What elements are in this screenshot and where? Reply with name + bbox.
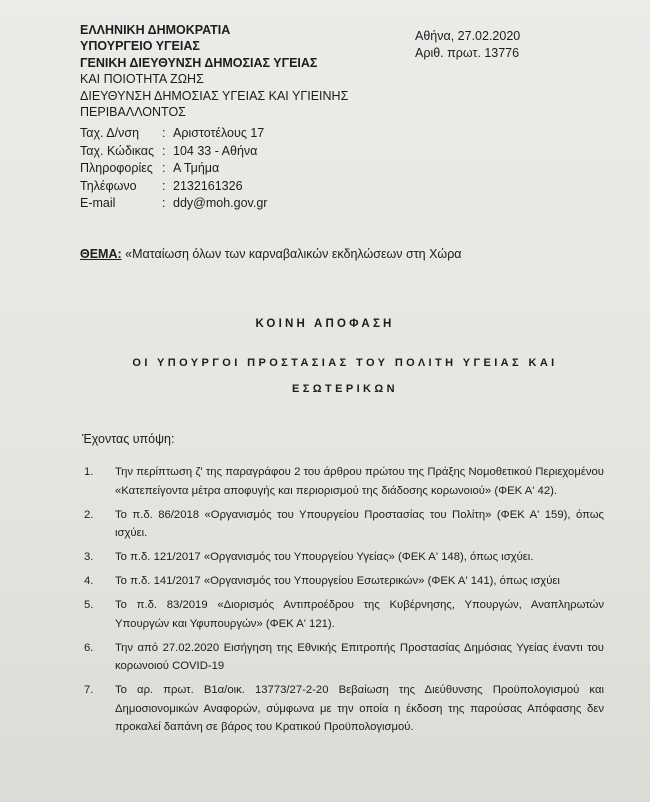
list-item-number: 4. bbox=[84, 575, 94, 587]
list-item-text: Το π.δ. 121/2017 «Οργανισμός του Υπουργείου Υγείας» (ΦΕΚ Α' 148), όπως ισχύει. bbox=[115, 551, 534, 563]
org-line-ministry: ΥΠΟΥΡΓΕΙΟ ΥΓΕΙΑΣ bbox=[80, 39, 200, 54]
list-item-text: Το π.δ. 141/2017 «Οργανισμός του Υπουργείου Εσωτερικών» (ΦΕΚ Α' 141), όπως ισχύει bbox=[115, 575, 560, 587]
contact-label: Τηλέφωνο bbox=[80, 178, 137, 193]
list-item bbox=[84, 463, 604, 500]
list-item-text: Το αρ. πρωτ. Β1α/οικ. 13773/27-2-20 Βεβαίωση της Διεύθυνσης Προϋπολογισμού και Δημοσιονομικών Αναφορών, σύμφωνα με την οποία η έκδοση της παρούσας Απόφασης δεν προκαλεί δαπάνη σε βάρος του Κρατικού Προϋπολογισμού. bbox=[115, 684, 604, 733]
subject-label: ΘΕΜΑ: bbox=[80, 247, 122, 261]
contact-value: Α Τμήμα bbox=[173, 161, 220, 175]
list-item bbox=[84, 681, 604, 737]
contact-label: Ταχ. Κώδικας bbox=[80, 143, 155, 158]
list-item-text: Το π.δ. 83/2019 «Διορισμός Αντιπροέδρου της Κυβέρνησης, Υπουργών, Αναπληρωτών Υπουργών και Υφυπουργών» (ΦΕΚ Α' 121). bbox=[115, 599, 604, 630]
contact-separator: : bbox=[162, 161, 166, 175]
list-item-number: 5. bbox=[84, 599, 94, 611]
contact-separator: : bbox=[162, 126, 166, 140]
contact-value: ddy@moh.gov.gr bbox=[173, 196, 268, 210]
subject-line bbox=[80, 247, 462, 261]
contact-separator: : bbox=[162, 143, 166, 158]
ministers-heading-line2: ΕΣΩΤΕΡΙΚΩΝ bbox=[292, 383, 398, 395]
org-line-environment: ΠΕΡΙΒΑΛΛΟΝΤΟΣ bbox=[80, 105, 186, 120]
org-line-directorate: ΔΙΕΥΘΥΝΣΗ ΔΗΜΟΣΙΑΣ ΥΓΕΙΑΣ ΚΑΙ ΥΓΙΕΙΝΗΣ bbox=[80, 88, 349, 103]
contact-value: 2132161326 bbox=[173, 178, 243, 193]
contact-label: Πληροφορίες bbox=[80, 161, 153, 175]
considerations-intro: Έχοντας υπόψη: bbox=[82, 432, 175, 446]
list-item bbox=[84, 548, 604, 567]
issuing-authority-block bbox=[80, 22, 440, 120]
list-item-number: 6. bbox=[84, 641, 94, 654]
contact-separator: : bbox=[162, 196, 166, 210]
considerations-list bbox=[84, 463, 604, 742]
list-item-text: Το π.δ. 86/2018 «Οργανισμός του Υπουργείου Προστασίας του Πολίτη» (ΦΕΚ Α' 159), όπως ισχύει. bbox=[115, 508, 604, 539]
contact-label: E-mail bbox=[80, 196, 116, 210]
list-item bbox=[84, 506, 604, 543]
list-item bbox=[84, 639, 604, 676]
subject-text: «Ματαίωση όλων των καρναβαλικών εκδηλώσεων στη Χώρα bbox=[125, 247, 462, 261]
list-item-number: 7. bbox=[84, 684, 94, 696]
ministers-heading-line1: ΟΙ ΥΠΟΥΡΓΟΙ ΠΡΟΣΤΑΣΙΑΣ ΤΟΥ ΠΟΛΙΤΗ ΥΓΕΙΑΣ ΚΑΙ bbox=[132, 357, 558, 369]
protocol-number: Αριθ. πρωτ. 13776 bbox=[415, 46, 520, 60]
list-item-text: Την από 27.02.2020 Εισήγηση της Εθνικής Επιτροπής Προστασίας Δημόσιας Υγείας έναντι του κορωνοιού COVID-19 bbox=[115, 641, 604, 672]
list-item-number: 2. bbox=[84, 508, 94, 521]
decision-title: ΚΟΙΝΗ ΑΠΟΦΑΣΗ bbox=[255, 318, 395, 330]
list-item-text: Την περίπτωση ζ' της παραγράφου 2 του άρθρου πρώτου της Πράξης Νομοθετικού Περιεχομένου «Κατεπείγοντα μέτρα αποφυγής και περιορισμού της διάδοσης κορωνοιού» (ΦΕΚ Α' 42). bbox=[115, 466, 604, 497]
list-item bbox=[84, 596, 604, 633]
contact-value: 104 33 - Αθήνα bbox=[173, 143, 258, 158]
list-item bbox=[84, 572, 604, 591]
org-line-republic: ΕΛΛΗΝΙΚΗ ΔΗΜΟΚΡΑΤΙΑ bbox=[80, 23, 231, 37]
contact-value: Αριστοτέλους 17 bbox=[173, 126, 265, 140]
ministers-heading bbox=[80, 350, 610, 402]
document-date: Αθήνα, 27.02.2020 bbox=[415, 29, 521, 43]
contact-label: Ταχ. Δ/νση bbox=[80, 126, 140, 140]
org-line-quality-of-life: ΚΑΙ ΠΟΙΟΤΗΤΑ ΖΩΗΣ bbox=[80, 72, 204, 87]
contact-separator: : bbox=[162, 178, 166, 193]
list-item-number: 1. bbox=[84, 466, 94, 478]
date-protocol-block bbox=[415, 28, 520, 62]
org-line-general-directorate: ΓΕΝΙΚΗ ΔΙΕΥΘΥΝΣΗ ΔΗΜΟΣΙΑΣ ΥΓΕΙΑΣ bbox=[80, 55, 318, 70]
list-item-number: 3. bbox=[84, 551, 94, 563]
